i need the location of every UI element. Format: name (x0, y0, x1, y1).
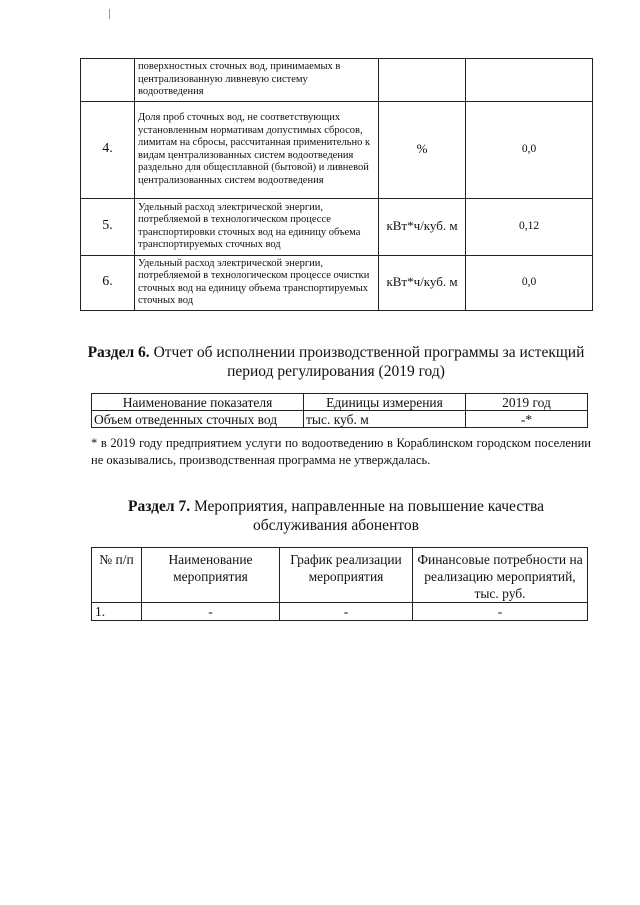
value-cell: 0,0 (466, 255, 593, 310)
indicator-name: Доля проб сточных вод, не соответствующих установленным нормативам допустимых сбросов, лимитам на сбросы, рассчитанная применительно к видам централизованных систем водоотведения раздельно для общесплавной (бытовой) и ливневой централизованных систем водоотведения (135, 101, 379, 198)
unit-cell: кВт*ч/куб. м (379, 198, 466, 255)
table-row (92, 411, 588, 428)
column-header: 2019 год (466, 394, 588, 411)
section7-heading (80, 497, 592, 535)
table-header-row (92, 394, 588, 411)
table-row (81, 101, 593, 198)
unit-cell: кВт*ч/куб. м (379, 255, 466, 310)
table-row (81, 59, 593, 102)
row-number: 6. (81, 255, 135, 310)
column-header: График реализации мероприятия (280, 548, 413, 603)
row-number (81, 59, 135, 102)
section6-heading (80, 343, 592, 381)
finance-cell: - (413, 603, 588, 621)
schedule-cell: - (280, 603, 413, 621)
row-number: 1. (92, 603, 142, 621)
scan-mark (109, 9, 110, 19)
column-header: Единицы измерения (304, 394, 466, 411)
indicator-name: поверхностных сточных вод, принимаемых в централизованную ливневую систему водоотведения (135, 59, 379, 102)
value-cell: 0,0 (466, 101, 593, 198)
indicator-name: Удельный расход электрической энергии, потребляемой в технологическом процессе очистки сточных вод на единицу объема транспортируемых сточных вод (135, 255, 379, 310)
value-cell: 0,12 (466, 198, 593, 255)
indicator-name: Объем отведенных сточных вод (92, 411, 304, 428)
column-header: № п/п (92, 548, 142, 603)
unit-cell (379, 59, 466, 102)
table-row (92, 603, 588, 621)
value-cell: -* (466, 411, 588, 428)
value-cell (466, 59, 593, 102)
column-header: Наименование мероприятия (142, 548, 280, 603)
section7-label: Раздел 7. (128, 498, 191, 515)
section7-title: Мероприятия, направленные на повышение качества обслуживания абонентов (193, 498, 544, 534)
row-number: 4. (81, 101, 135, 198)
footnote: * в 2019 году предприятием услуги по водоотведению в Кораблинском городском поселении не оказывались, производственная программа не утверждалась. (91, 436, 591, 467)
table-row (81, 198, 593, 255)
section6-label: Раздел 6. (87, 344, 150, 361)
table-row (81, 255, 593, 310)
indicator-name: Удельный расход электрической энергии, потребляемой в технологическом процессе транспортировки сточных вод на единицу объема транспортируемых сточных вод (135, 198, 379, 255)
unit-cell: тыс. куб. м (304, 411, 466, 428)
table-header-row (92, 548, 588, 603)
execution-report-table (91, 393, 588, 428)
column-header: Финансовые потребности на реализацию мероприятий, тыс. руб. (413, 548, 588, 603)
unit-cell: % (379, 101, 466, 198)
row-number: 5. (81, 198, 135, 255)
measure-name: - (142, 603, 280, 621)
column-header: Наименование показателя (92, 394, 304, 411)
section6-title: Отчет об исполнении производственной программы за истекщий период регулирования (2019 год) (153, 344, 585, 380)
measures-table (91, 547, 588, 621)
indicators-table (80, 58, 593, 311)
